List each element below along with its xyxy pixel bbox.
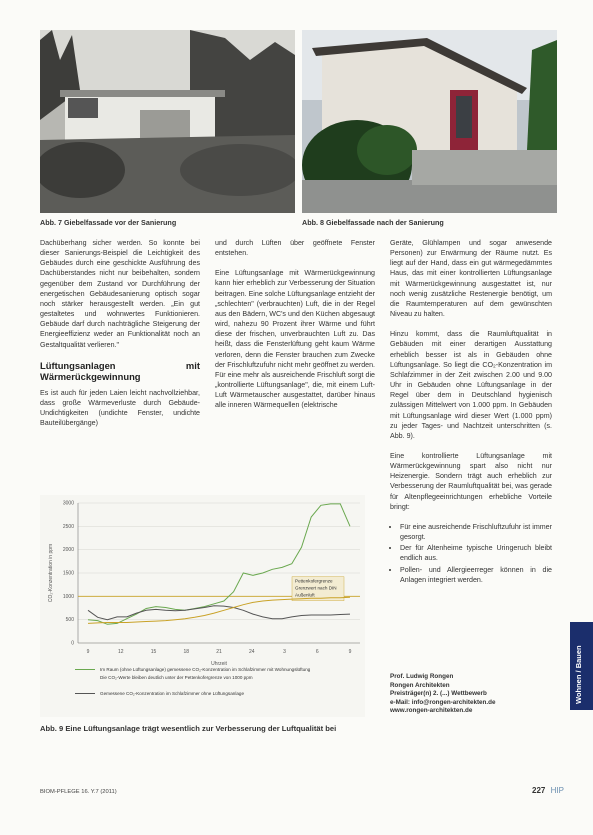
x-tick-label: 12 [117,649,124,655]
co2-chart-svg [40,495,365,717]
list-item: • Für eine ausreichende Frischluftzufuhr ist immer gesorgt. [400,522,552,542]
paragraph: und durch Lüften über geöffnete Fenster entstehen. [215,239,375,258]
legend-entry: Im Raum (ohne Lüftungsanlage) gemessene CO₂-Konzentration im Schlafzimmer mit Wohnungslüftung [100,667,311,672]
author-info [390,673,555,716]
photo-before-renovation [40,30,295,213]
legend-entry: Die CO₂-Werte bleiben deutlich unter der Pettenkofergrenze von 1000 ppm [100,675,253,680]
x-axis-title: Uhrzeit [211,661,227,667]
figure-caption-9: Abb. 9 Eine Lüftungsanlage trägt wesentlich zur Verbesserung der Luftqualität bei [40,724,337,733]
text-column-1 [40,238,200,438]
list-item: • Pollen- und Allergieerreger können in die Anlagen integriert werden. [400,565,552,585]
paragraph: Dachüberhang sicher werden. So konnte bei dieser Sanierungs-Beispiel die Leichtigkeit des Gebäudes durch eine geschickte Ausführung des Dachüberstandes nicht nur beibehalten, sondern gegenüber dem Zustand vor Durchführung der energetischen Gebäudesanierung optisch sogar noch stärker herausgestellt werden. „Ein gut gestaltetes und wohnwertes Funktionieren. Gebäude darf durch nachträgliche Steigerung der Energieeffizienz weder an Funktionalität noch an Gestaltqualität verlieren." [40,239,200,349]
section-heading: Lüftungsanlagen mit Wärmerückgewinnung [40,359,200,382]
author-firm: Rongen Architekten [390,681,450,689]
y-tick-label: 0 [71,640,74,647]
side-tab-label: Wohnen / Bauen [574,645,583,704]
x-tick-label: 9 [86,649,90,655]
text-column-2 [215,238,375,421]
publisher-logo: HIP [550,786,564,795]
x-tick-label: 18 [183,649,190,655]
page-number [532,786,564,795]
author-email[interactable]: e-Mail: info@rongen-architekten.de [390,698,496,706]
threshold-inset-label: Außenluft [295,592,315,598]
y-tick-label: 2500 [62,523,74,530]
facade-after-image [302,30,557,213]
facade-before-image [40,30,295,213]
y-axis-title: CO₂-Konzentration in ppm [48,543,54,603]
section-side-tab [570,622,593,710]
x-tick-label: 15 [150,649,157,655]
y-tick-label: 3000 [62,500,74,507]
paragraph: Geräte, Glühlampen und sogar anwesende Personen) zur Erwärmung der Räume nutzt. Es liegt auf der Hand, dass ein gut wärmegedämmtes Haus, das mit einer kontrollierten Lüftungsanlage mit Wärmerückgewinnung ausgestattet ist, nur noch wenig zusätzliche Restenergie benötigt, um die Raumtemperaturen auf dem gewünschten Niveau zu halten. [390,239,552,319]
legend-entry: Gemessene CO₂-Konzentration im Schlafzimmer ohne Lüftungsanlage [100,691,245,696]
list-item: • Der für Altenheime typische Uringeruch bleibt endlich aus. [400,543,552,563]
x-tick-label: 21 [216,649,222,655]
author-award: Preisträger(n) 2. (...) Wettbewerb [390,690,487,698]
benefit-list [390,522,552,585]
paragraph: Eine kontrollierte Lüftungsanlage mit Wärmerückgewinnung spart also nicht nur Heizenergie. Sondern trägt auch erheblich zur Verbesserung der Raumluftqualität bei, was gerade für Altenpflegeeinrichtungen erhebliche Vorteile bringt: [390,451,552,511]
y-tick-label: 1000 [62,593,74,600]
journal-footer: BIOM-PFLEGE 16. Y.7 (2011) [40,789,117,795]
x-tick-label: 6 [315,649,319,655]
threshold-inset-label: Pettenkofergrenze [295,578,333,584]
page-number-value: 227 [532,786,546,795]
text-column-3 [390,238,552,586]
author-website[interactable]: www.rongen-architekten.de [390,707,473,715]
y-tick-label: 500 [65,617,74,624]
paragraph: Es ist auch für jeden Laien leicht nachvollziehbar, dass große Wärmeverluste durch Gebäude-Undichtigkeiten (undichte Fenster, undichte Bauteilübergänge) [40,388,200,428]
author-name: Prof. Ludwig Rongen [390,673,454,680]
y-tick-label: 2000 [62,547,74,554]
threshold-inset-label: Grenzwert nach DIN [295,585,337,591]
x-tick-label: 3 [283,649,286,655]
x-tick-label: 24 [248,649,255,655]
figure-caption-8: Abb. 8 Giebelfassade nach der Sanierung [302,218,444,227]
photo-after-renovation [302,30,557,213]
paragraph: Hinzu kommt, dass die Raumluftqualität in Gebäuden mit einer derartigen Ausstattung erheblich besser ist als in Gebäuden ohne Lüftungsanlage. So liegt die CO₂-Konzentration im Schlafzimmer in der Zeit zwischen 2.00 und 9.00 Uhr in Gebäuden ohne Lüftungsanlage in der Regel über dem in Deutschland hygienisch zulässigen Mittelwert von 1.000 ppm. In Gebäuden mit Lüftungsanlage wird dieser Wert (1.000 ppm) zu jeder Tages- und Nachtzeit unterschritten (s. Abb. 9). [390,330,552,440]
paragraph: Eine Lüftungsanlage mit Wärmerückgewinnung kann hier erheblich zur Verbesserung der Situation beitragen. Eine solche Lüftungsanlage entzieht der „schlechten" (verbrauchten) Luft, die in der Regel aus den Bädern, WC's und den Küchen abgesaugt wird, nahezu 90 Prozent ihrer Wärme und führt diese der frischen, unverbrauchten Luft zu. Das heißt, dass die Fensterlüftung geht kaum Wärme verloren, denn die Fenster brauchen zum Zwecke der Frischluftzufuhr nicht mehr geöffnet zu werden. Für eine mehr als ausreichende Frischluft sorgt die „kontrollierte Lüftungsanlage", die, mit einem Luft-Luft Wärmetauscher ausgestattet, darüber hinaus alle inneren Wärmequellen (elektrische [215,269,375,410]
x-tick-label: 9 [348,649,352,655]
figure-caption-7: Abb. 7 Giebelfassade vor der Sanierung [40,218,177,227]
co2-chart [40,495,365,717]
y-tick-label: 1500 [62,570,74,577]
